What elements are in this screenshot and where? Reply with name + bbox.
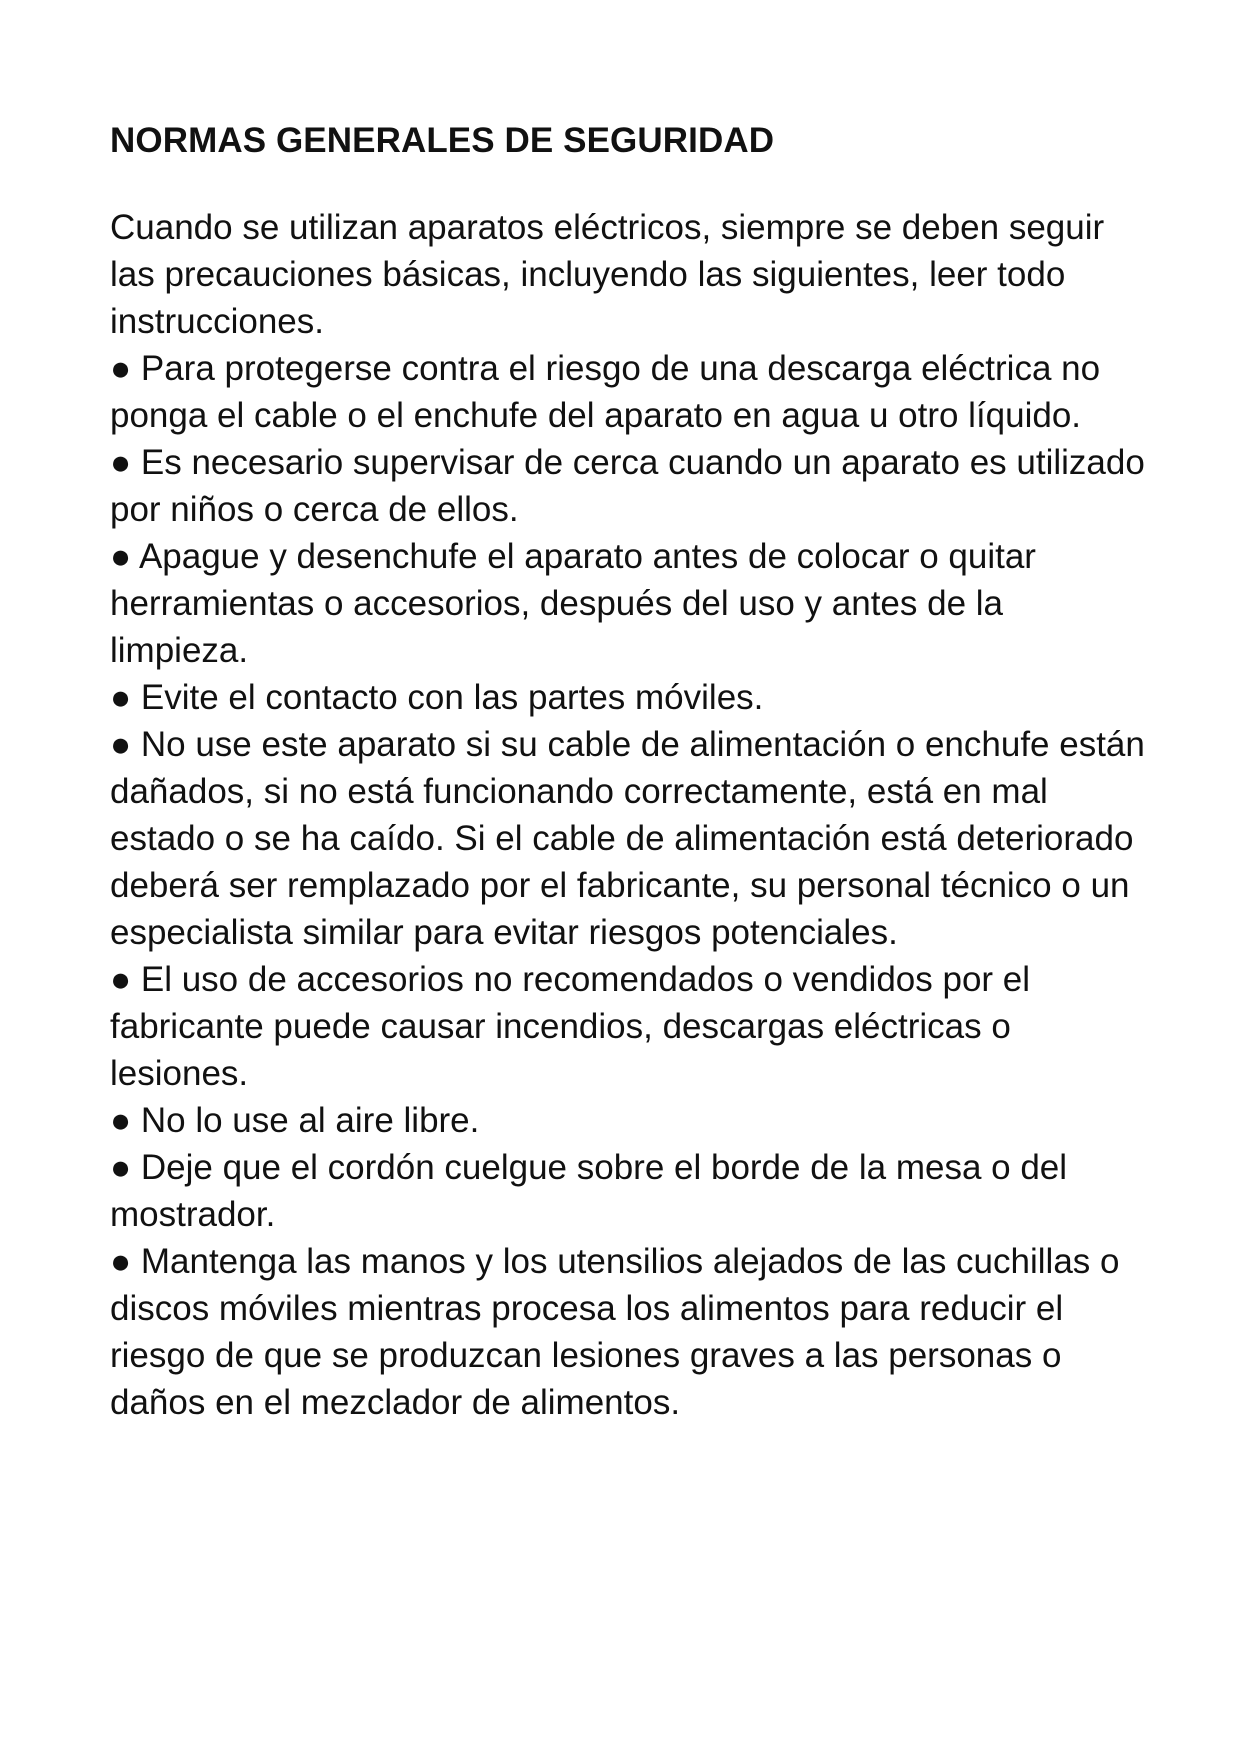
bullet-icon: ● xyxy=(110,443,132,482)
page-title: NORMAS GENERALES DE SEGURIDAD xyxy=(110,121,775,160)
bullet-icon: ● xyxy=(110,349,132,388)
list-item-text: No lo use al aire libre. xyxy=(140,1101,480,1140)
list-item-text: Deje que el cordón cuelgue sobre el borde de la mesa o del mostrador. xyxy=(110,1148,1068,1234)
bullet-icon: ● xyxy=(110,960,132,999)
list-item-text: El uso de accesorios no recomendados o vendidos por el fabricante puede causar incendios, descargas eléctricas o lesiones. xyxy=(110,960,1031,1093)
list-item xyxy=(110,345,1150,439)
list-item-text: Apague y desenchufe el aparato antes de colocar o quitar herramientas o accesorios, después del uso y antes de la limpieza. xyxy=(110,537,1036,670)
safety-list xyxy=(110,345,1150,1426)
bullet-icon: ● xyxy=(110,725,132,764)
intro-paragraph: Cuando se utilizan aparatos eléctricos, siempre se deben seguir las precauciones básicas, incluyendo las siguientes, leer todo instrucciones. xyxy=(110,208,1105,341)
bullet-icon: ● xyxy=(110,1242,132,1281)
list-item xyxy=(110,721,1150,956)
bullet-icon: ● xyxy=(110,1101,132,1140)
bullet-icon: ● xyxy=(110,678,132,717)
list-item-text: Para protegerse contra el riesgo de una descarga eléctrica no ponga el cable o el enchufe del aparato en agua u otro líquido. xyxy=(110,349,1101,435)
list-item xyxy=(110,533,1150,674)
list-item xyxy=(110,1144,1150,1238)
list-item xyxy=(110,1238,1150,1426)
document-page xyxy=(110,118,1150,1426)
list-item-text: Es necesario supervisar de cerca cuando un aparato es utilizado por niños o cerca de ellos. xyxy=(110,443,1145,529)
list-item xyxy=(110,1097,1150,1144)
bullet-icon: ● xyxy=(110,537,132,576)
list-item-text: Evite el contacto con las partes móviles. xyxy=(140,678,764,717)
list-item xyxy=(110,439,1150,533)
list-item xyxy=(110,956,1150,1097)
list-item-text: No use este aparato si su cable de alimentación o enchufe están dañados, si no está funcionando correctamente, está en mal estado o se ha caído. Si el cable de alimentación está deteriorado deberá ser remplazado por el fabricante, su personal técnico o un especialista similar para evitar riesgos potenciales. xyxy=(110,725,1145,952)
bullet-icon: ● xyxy=(110,1148,132,1187)
list-item xyxy=(110,674,1150,721)
list-item-text: Mantenga las manos y los utensilios alejados de las cuchillas o discos móviles mientras procesa los alimentos para reducir el riesgo de que se produzcan lesiones graves a las personas o daños en el mezclador de alimentos. xyxy=(110,1242,1120,1422)
